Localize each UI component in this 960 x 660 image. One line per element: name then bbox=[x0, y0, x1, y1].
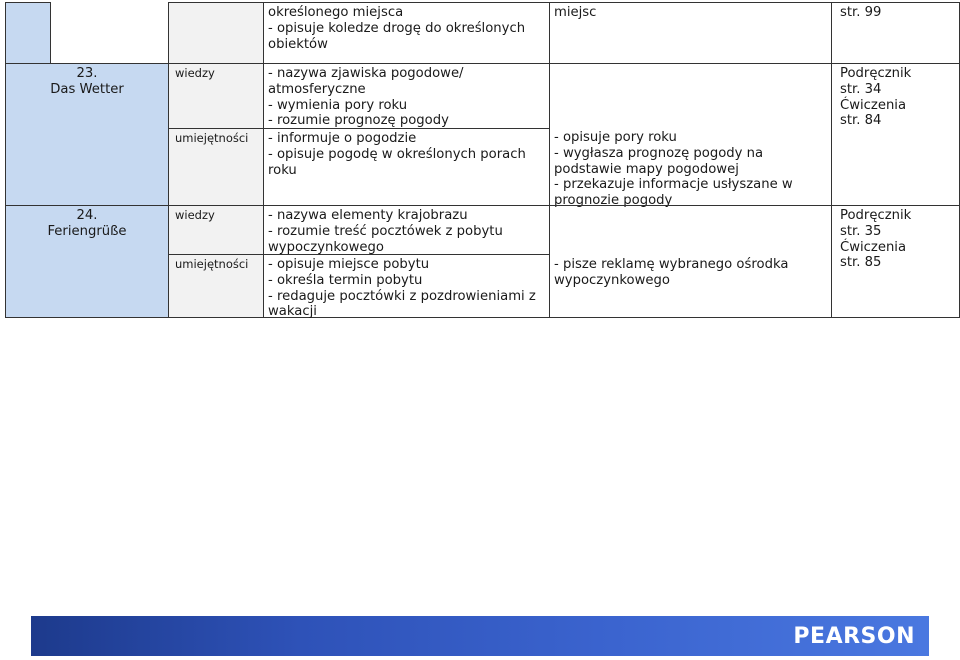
top-row-content-cell: określonego miejsca - opisuje koledze drogę do określonych obiektów bbox=[263, 2, 550, 64]
footer-bar bbox=[31, 616, 929, 656]
top-row-outcome-cell: miejsc bbox=[549, 2, 832, 64]
lesson-24-knowledge-label: wiedzy bbox=[168, 205, 264, 255]
lesson-23-ref: Podręcznik str. 34 Ćwiczenia str. 84 bbox=[831, 63, 960, 206]
lesson-23-skills-label: umiejętności bbox=[168, 128, 264, 206]
lesson-24-skills-label: umiejętności bbox=[168, 254, 264, 318]
lesson-24-skills-text: - opisuje miejsce pobytu - określa termin pobytu - redaguje pocztówki z pozdrowieniami z wakacji bbox=[263, 254, 550, 318]
lesson-24-knowledge-text: - nazywa elementy krajobrazu - rozumie treść pocztówek z pobytu wypoczynkowego bbox=[263, 205, 550, 255]
curriculum-table bbox=[5, 2, 960, 318]
lesson-23-outcome: - opisuje pory roku - wygłasza prognozę pogody na podstawie mapy pogodowej - przekazuje informacje usłyszane w prognozie pogody bbox=[549, 63, 832, 206]
top-row-number-cell bbox=[5, 2, 51, 64]
lesson-24-number: 24. Feriengrüße bbox=[5, 205, 169, 318]
lesson-24-ref: Podręcznik str. 35 Ćwiczenia str. 85 bbox=[831, 205, 960, 318]
lesson-23-knowledge-text: - nazywa zjawiska pogodowe/ atmosferyczne - wymienia pory roku - rozumie prognozę pogody bbox=[263, 63, 550, 129]
pearson-logo: PEARSON bbox=[793, 624, 915, 649]
lesson-23-skills-text: - informuje o pogodzie - opisuje pogodę w określonych porach roku bbox=[263, 128, 550, 206]
lesson-23-knowledge-label: wiedzy bbox=[168, 63, 264, 129]
top-row-label-cell bbox=[168, 2, 264, 64]
lesson-23-number: 23. Das Wetter bbox=[5, 63, 169, 206]
lesson-24-outcome: - pisze reklamę wybranego ośrodka wypoczynkowego bbox=[549, 205, 832, 318]
top-row-ref-cell: str. 99 bbox=[831, 2, 960, 64]
